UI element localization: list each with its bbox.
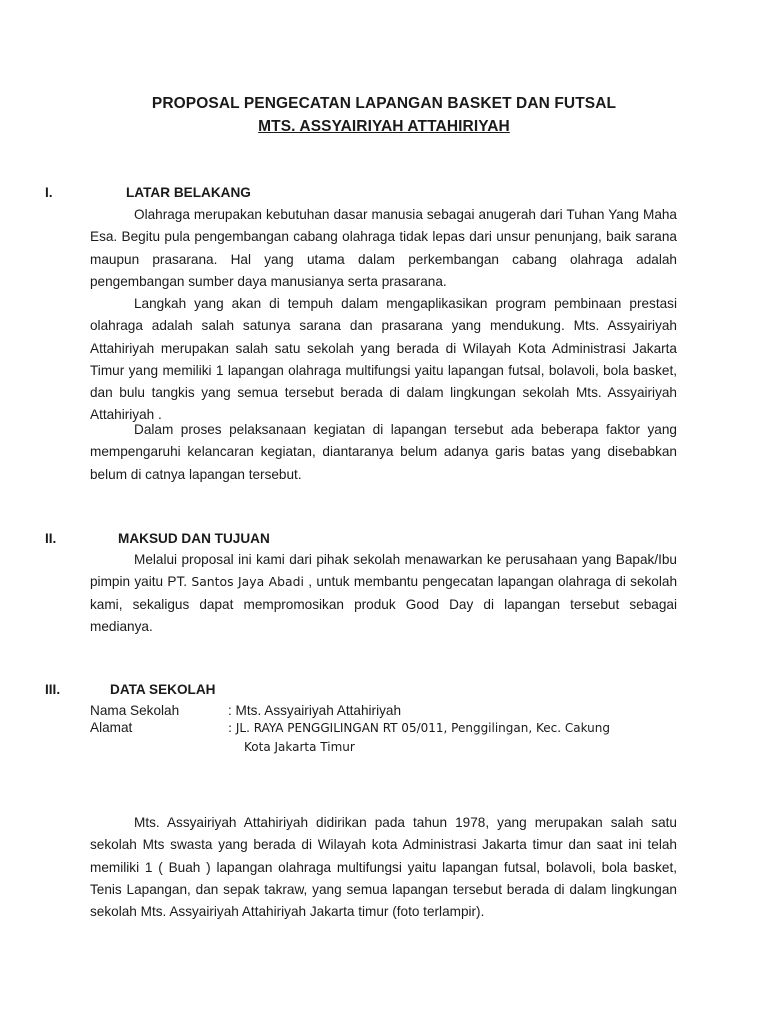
section-1-paragraph-3: Dalam proses pelaksanaan kegiatan di lapangan tersebut ada beberapa faktor yang mempengaruhi kelancaran kegiatan, diantaranya belum adanya garis batas yang disebabkan belum di catnya lapangan tersebut. — [90, 422, 677, 482]
school-name-label: Nama Sekolah — [90, 703, 180, 718]
address-line-1: : JL. RAYA PENGGILINGAN RT 05/011, Penggilingan, Kec. Cakung — [228, 721, 611, 735]
section-1-number: I. — [45, 185, 53, 200]
section-1-paragraph-1: Olahraga merupakan kebutuhan dasar manusia sebagai anugerah dari Tuhan Yang Maha Esa. Begitu pula pengembangan cabang olahraga tidak lepas dari unsur penunjang, baik sarana maupun prasarana. Hal yang utama dalam perkembangan cabang olahraga adalah pengembangan sumber daya manusianya serta prasarana. — [90, 207, 677, 289]
section-3-heading: DATA SEKOLAH — [110, 682, 216, 697]
company-name: Santos Jaya Abadi — [191, 574, 304, 590]
section-2-text-a: Melalui proposal ini kami dari pihak sekolah menawarkan ke perusahaan yang Bapak/Ibu pimpin yaitu PT. — [90, 552, 677, 590]
section-2-heading: MAKSUD DAN TUJUAN — [118, 531, 270, 546]
section-2-number: II. — [45, 531, 57, 546]
document-title: PROPOSAL PENGECATAN LAPANGAN BASKET DAN FUTSAL — [151, 95, 617, 112]
section-3-paragraph-1: Mts. Assyairiyah Attahiriyah didirikan pada tahun 1978, yang merupakan salah satu sekolah Mts swasta yang berada di Wilayah kota Administrasi Jakarta timur dan saat ini telah memiliki 1 ( Buah ) lapangan olahraga multifungsi yaitu lapangan futsal, bolavoli, bola basket, Tenis Lapangan, dan sepak takraw, yang semua lapangan tersebut berada di dalam lingkungan sekolah Mts. Assyairiyah Attahiriyah Jakarta timur (foto terlampir). — [90, 815, 677, 920]
section-1-paragraph-2: Langkah yang akan di tempuh dalam mengaplikasikan program pembinaan prestasi olahraga adalah salah satunya sarana dan prasarana yang mendukung. Mts. Assyairiyah Attahiriyah merupakan salah satu sekolah yang berada di Wilayah Kota Administrasi Jakarta Timur yang memiliki 1 lapangan olahraga multifungsi yaitu lapangan futsal, bolavoli, bola basket, dan bulu tangkis yang semua tersebut berada di dalam lingkungan sekolah Mts. Assyairiyah Attahiriyah . — [90, 296, 677, 423]
address-line-2: Kota Jakarta Timur — [244, 740, 355, 754]
section-3-number: III. — [45, 682, 61, 697]
school-name-value: : Mts. Assyairiyah Attahiriyah — [228, 703, 402, 718]
section-1-heading: LATAR BELAKANG — [126, 185, 251, 200]
section-2-paragraph-1 — [90, 549, 677, 638]
address-label: Alamat — [90, 720, 133, 735]
school-name-title: MTS. ASSYAIRIYAH ATTAHIRIYAH — [258, 118, 510, 135]
section-2-text-b: , untuk membantu pengecatan lapangan olahraga di sekolah kami, sekaligus dapat mempromosikan produk Good Day di lapangan tersebut sebagai medianya. — [90, 574, 678, 634]
